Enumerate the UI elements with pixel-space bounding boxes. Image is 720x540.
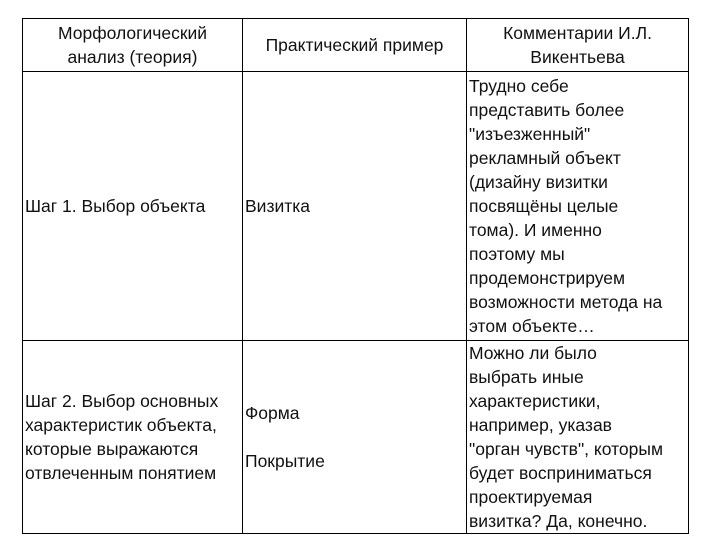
- example-line: Визитка: [245, 196, 311, 216]
- step-line: отвлеченным понятием: [25, 463, 217, 483]
- example-line: Форма: [245, 403, 300, 423]
- header-comments: [467, 19, 689, 72]
- comment-line: рекламный объект: [469, 148, 621, 168]
- example-cell: [243, 341, 467, 534]
- step-line: характеристик объекта,: [25, 415, 217, 435]
- header-theory-line-1: Морфологический: [57, 23, 208, 43]
- table-row: [23, 341, 689, 534]
- comment-line: посвящёны целые: [469, 196, 619, 216]
- step-line: Шаг 1. Выбор объекта: [25, 196, 206, 216]
- comment-line: этом объекте…: [469, 316, 595, 336]
- comment-line: представить более: [469, 100, 625, 120]
- comment-line: проектируемая: [469, 487, 593, 507]
- example-line: Покрытие: [245, 451, 325, 471]
- comment-line: возможности метода на: [469, 292, 663, 312]
- comment-line: тома). И именно: [469, 220, 602, 240]
- header-comments-line-1: Комментарии И.Л.: [503, 23, 652, 43]
- comment-line: (дизайну визитки: [469, 172, 608, 192]
- step-cell: [23, 341, 243, 534]
- example-spacer: [245, 425, 464, 449]
- comment-cell: [467, 72, 689, 341]
- comment-line: "изъезженный": [469, 124, 591, 144]
- comment-line: "орган чувств", которым: [469, 439, 663, 459]
- header-theory-line-2: анализ (теория): [67, 47, 198, 67]
- step-line: которые выражаются: [25, 439, 199, 459]
- header-theory: [23, 19, 243, 72]
- comment-cell: [467, 341, 689, 534]
- example-cell: [243, 72, 467, 341]
- morphological-analysis-table: [22, 18, 689, 534]
- header-example: [243, 19, 467, 72]
- comment-line: выбрать иные: [469, 367, 584, 387]
- comment-line: поэтому мы: [469, 244, 565, 264]
- table-row: [23, 72, 689, 341]
- step-cell: [23, 72, 243, 341]
- comment-line: например, указав: [469, 415, 612, 435]
- comment-line: будет восприниматься: [469, 463, 652, 483]
- header-example-line-1: Практический пример: [265, 35, 444, 55]
- step-line: Шаг 2. Выбор основных: [25, 391, 219, 411]
- comment-line: Трудно себе: [469, 76, 569, 96]
- header-comments-line-2: Викентьева: [530, 47, 625, 67]
- comment-line: визитка? Да, конечно.: [469, 511, 648, 531]
- table-header-row: [23, 19, 689, 72]
- comment-line: характеристики,: [469, 391, 601, 411]
- comment-line: продемонстрируем: [469, 268, 626, 288]
- comment-line: Можно ли было: [469, 343, 597, 363]
